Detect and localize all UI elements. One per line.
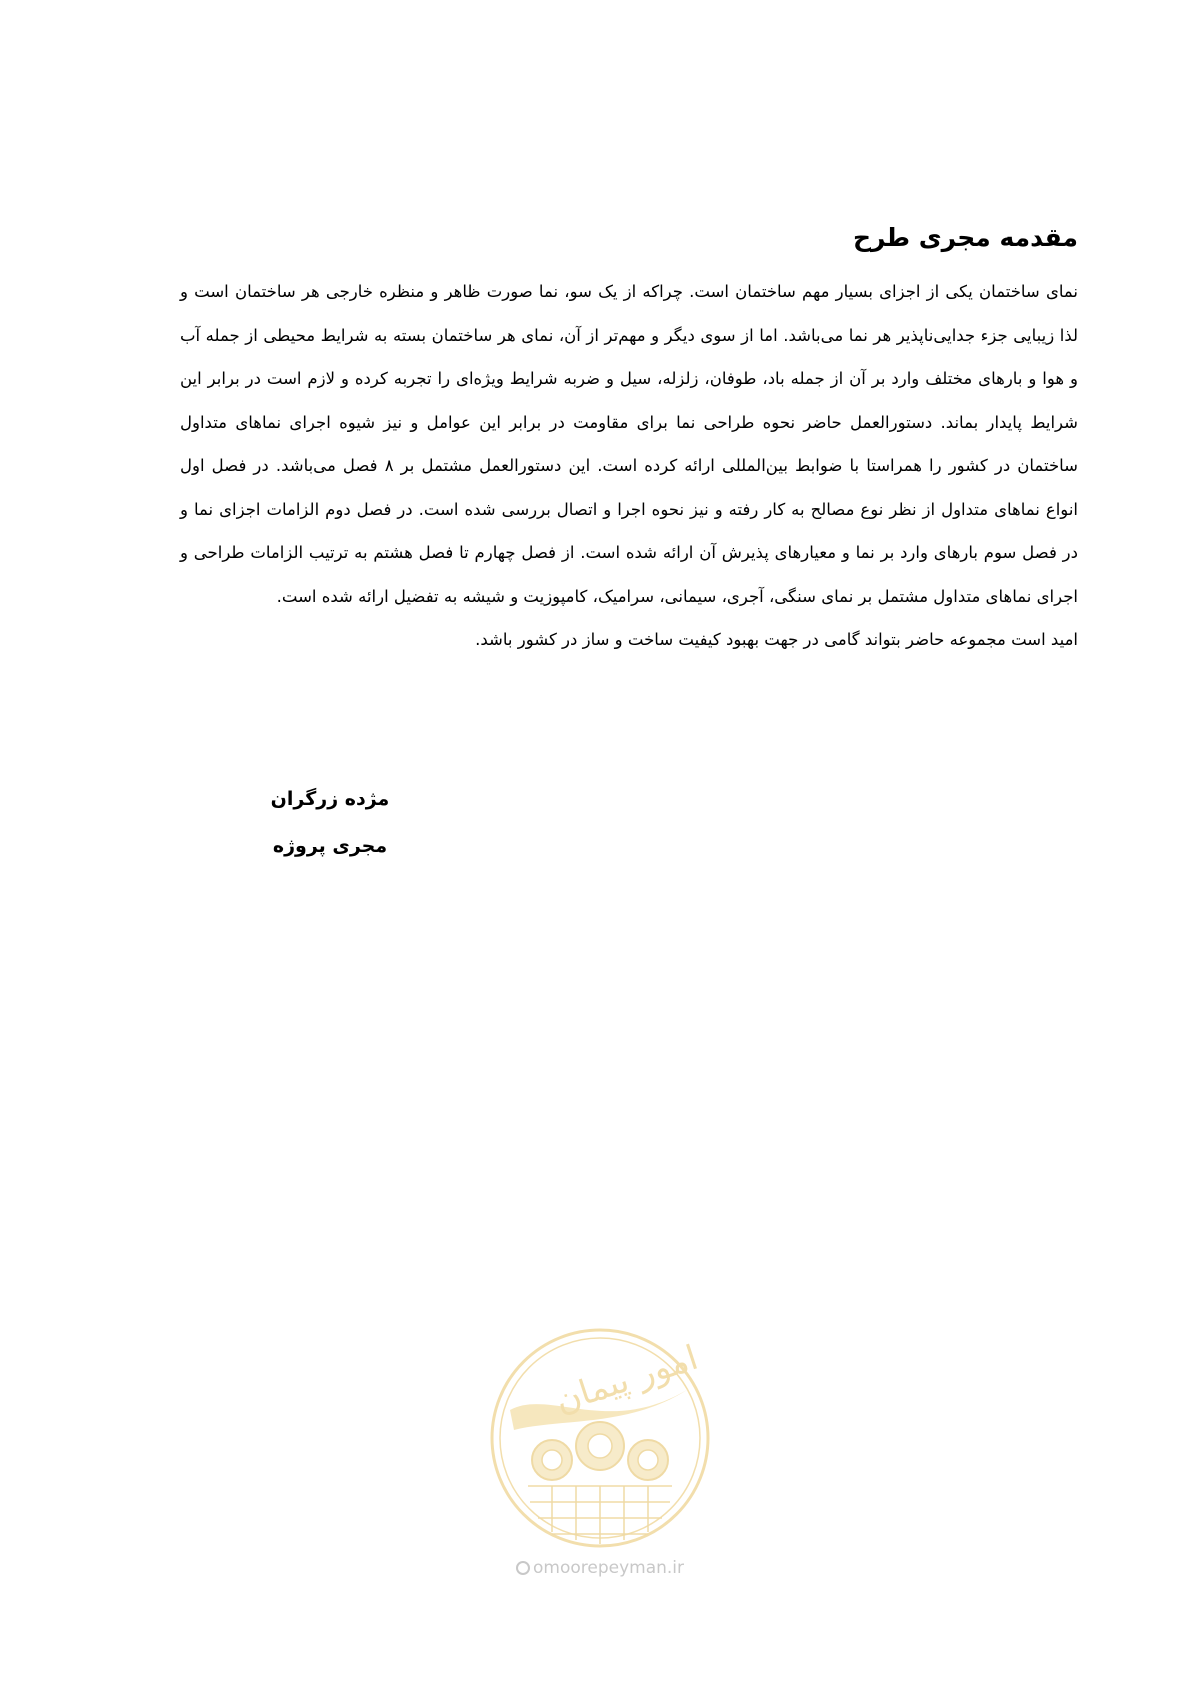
body-line: هشتم به ترتیب الزامات طراحی و اجرای نماهای متداول مشتمل بر نمای سنگی، آجری، سیمانی، سرامیک، کامپوزیت و <box>180 543 1078 606</box>
body-line: شیشه به تفضیل ارائه شده است. <box>276 586 505 606</box>
watermark-url <box>470 1558 730 1578</box>
body-line: محیطی از جمله آب و هوا و بارهای مختلف وارد بر آن از جمله باد، طوفان، زلزله، سیل و ضربه شرایط ویژه‌ای را تجربه کرده <box>180 325 1078 388</box>
signature-name: مژده زرگران <box>270 788 390 810</box>
watermark-logo <box>480 1318 720 1558</box>
signature-block <box>230 776 430 870</box>
body-line: فصل دوم الزامات اجزای نما و در فصل سوم بارهای وارد بر نما و معیارهای پذیرش آن ارائه شده است. از فصل چهارم تا فصل <box>180 499 1078 562</box>
introduction-section <box>180 218 1078 662</box>
body-line: فصل می‌باشد. در فصل اول انواع نماهای متداول از نظر نوع مصالح به کار رفته و نیز نحوه اجرا و اتصال بررسی شده است. در <box>180 456 1078 519</box>
closing-sentence: امید است مجموعه حاضر بتواند گامی در جهت بهبود کیفیت ساخت و ساز در کشور باشد. <box>475 630 1078 649</box>
body-line: نمای ساختمان یکی از اجزای بسیار مهم ساختمان است. چراکه از یک سو، نما صورت ظاهر و منظره خارجی هر ساختمان <box>234 282 1079 301</box>
body-line: است و لذا زیبایی جزء جدایی‌ناپذیر هر نما می‌باشد. اما از سوی دیگر و مهم‌تر از آن، نمای هر ساختمان بسته به شرایط <box>180 282 1079 345</box>
signature-role: مجری پروژه <box>272 835 388 857</box>
watermark-url-text: omoorepeyman.ir <box>532 1558 685 1578</box>
section-heading: مقدمه مجری طرح <box>852 223 1078 252</box>
body-line: و لازم است در برابر این شرایط پایدار بماند. دستورالعمل حاضر نحوه طراحی نما برای مقاومت در برابر این عوامل و نیز شیوه <box>180 369 1078 432</box>
at-icon <box>516 1561 530 1575</box>
body-paragraph <box>180 270 1078 618</box>
watermark-logo-text: امور پیمان <box>550 1337 703 1422</box>
body-line: اجرای نماهای متداول ساختمان در کشور را همراستا با ضوابط بین‌المللی ارائه کرده است. این دستورالعمل مشتمل بر ۸ <box>180 412 1078 475</box>
